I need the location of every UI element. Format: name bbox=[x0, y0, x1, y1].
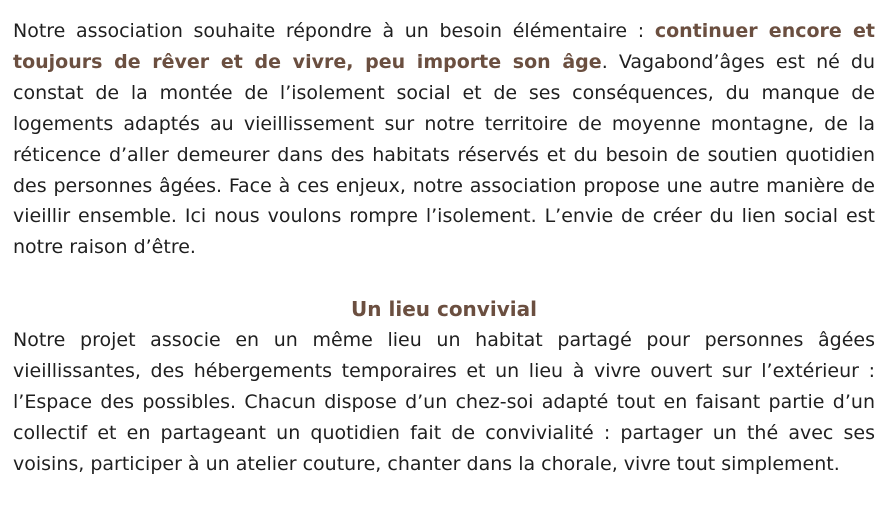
article bbox=[13, 16, 875, 480]
intro-text-after: . Vagabond’âges est né du constat de la montée de l’isolement social et de ses conséquences, du manque de logements adaptés au vieillissement sur notre territoire de moyenne montagne, de la réticence d’aller demeurer dans des habitats réservés et du besoin de soutien quotidien des personnes âgées. Face à ces enjeux, notre association propose une autre manière de vieillir ensemble. Ici nous voulons rompre l’isolement. L’envie de créer du lien social est notre raison d’être. bbox=[13, 50, 876, 259]
intro-text-before: Notre association souhaite répondre à un besoin élémentaire : bbox=[13, 20, 655, 42]
section-paragraph: Notre projet associe en un même lieu un habitat partagé pour personnes âgées vieillissantes, des hébergements temporaires et un lieu à vivre ouvert sur l’extérieur : l’Espace des possibles. Chacun dispose d’un chez-soi adapté tout en faisant partie d’un collectif et en partageant un quotidien fait de convivialité : partager un thé avec ses voisins, participer à un atelier couture, chanter dans la chorale, vivre tout simplement. bbox=[13, 329, 875, 475]
section-title: Un lieu convivial bbox=[351, 297, 537, 322]
intro-paragraph bbox=[13, 16, 875, 263]
intro-highlight: continuer encore et toujours de rêver et de vivre, peu importe son âge bbox=[13, 20, 875, 73]
